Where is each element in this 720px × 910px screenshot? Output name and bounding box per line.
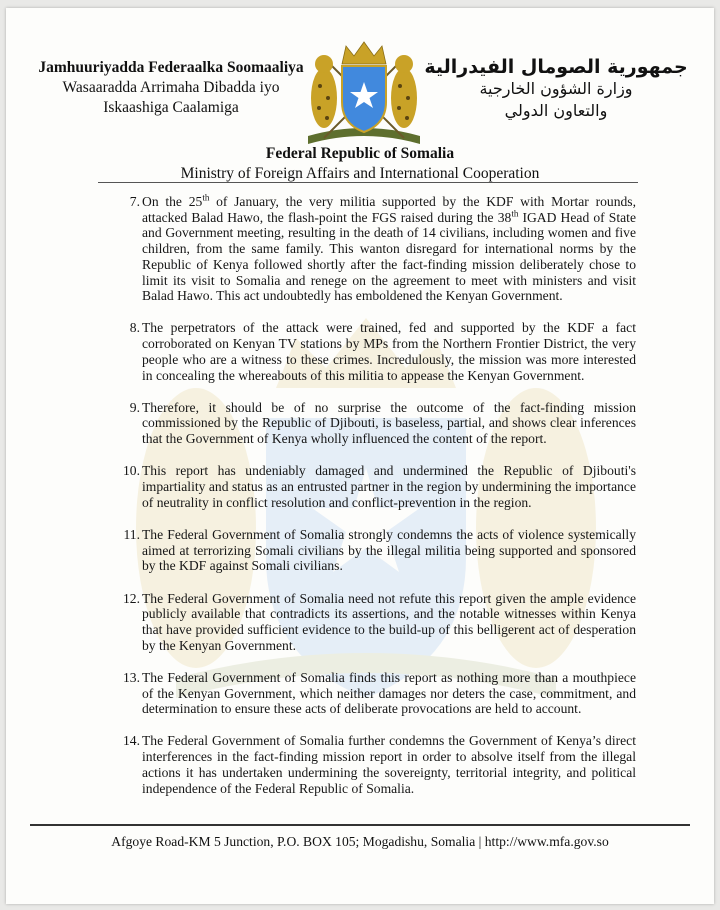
footer-address: Afgoye Road-KM 5 Junction, P.O. BOX 105; Mogadishu, Somalia | http://www.mfa.gov.so bbox=[111, 834, 609, 849]
paragraph-text: On the 25th of January, the very militia supported by the KDF with Mortar rounds, attacked Balad Hawo, the flash-point the FGS raised during the 38th IGAD Head of State and Government meeting, resulting in the death of 14 civilians, including women and five children, from the same family. This wanton disregard for international norms by the Republic of Kenya followed shortly after the fact-finding mission deliberately chose to limit its visit to Somalia and renege on the agreement to meet with ministers and visit Balad Hawo. This act undoubtedly has emboldened the Kenyan Government. bbox=[142, 192, 636, 304]
letterhead-somali-line-2: Wasaaradda Arrimaha Dibadda iyo bbox=[62, 79, 280, 96]
letterhead-somali bbox=[26, 58, 316, 118]
numbered-paragraph bbox=[106, 670, 636, 717]
numbered-paragraph bbox=[106, 591, 636, 654]
paragraph-text: The Federal Government of Somalia need not refute this report given the ample evidence publicly available that contradicts its assertions, and the notable witnesses within Kenya that have provided sufficient evidence to the build-up of this belligerent act of desperation by the Kenyan Government. bbox=[142, 590, 636, 653]
letterhead-somali-line-3: Iskaashiga Caalamiga bbox=[103, 99, 239, 116]
paragraph-number: 13. bbox=[123, 669, 140, 685]
letterhead-arabic-line-2: وزارة الشؤون الخارجية bbox=[479, 79, 633, 98]
letterhead-title: Federal Republic of Somalia bbox=[265, 145, 455, 162]
paragraph-number: 11. bbox=[123, 526, 140, 542]
paragraph-number: 7. bbox=[129, 194, 140, 209]
numbered-paragraph bbox=[106, 733, 636, 796]
numbered-paragraph bbox=[106, 463, 636, 510]
paragraph-number: 12. bbox=[123, 590, 140, 606]
paragraph-number: 9. bbox=[129, 399, 140, 415]
header-divider bbox=[98, 182, 638, 183]
paragraph-number: 8. bbox=[129, 320, 140, 336]
letterhead-arabic-line-1: جمهورية الصومال الفيدرالية bbox=[424, 56, 688, 78]
paragraph-text: The Federal Government of Somalia finds this report as nothing more than a mouthpiece of the Kenyan Government, which neither damages nor deters the case, commitment, and determination to ensure these acts of deliberate provocations are held to account. bbox=[142, 669, 636, 717]
letterhead-arabic bbox=[406, 56, 706, 122]
letterhead-arabic-line-3: والتعاون الدولي bbox=[504, 101, 608, 120]
paragraph-number: 10. bbox=[123, 463, 140, 479]
paragraph-text: This report has undeniably damaged and undermined the Republic of Djibouti's impartiality and status as an entrusted partner in the region by undermining the importance of neutrality in conflict resolution and conflict-prevention in the region. bbox=[142, 463, 636, 510]
paragraph-text: The Federal Government of Somalia further condemns the Government of Kenya’s direct interferences in the fact-finding mission report in order to absolve itself from the illegal actions it has undertaken undermining the sovereignty, territorial integrity, and political independence of the Federal Republic of Somalia. bbox=[142, 733, 636, 796]
paragraph-text: The perpetrators of the attack were trained, fed and supported by the KDF a fact corroborated on Kenyan TV stations by MPs from the Northern Frontier District, the very people who are a witness to these crimes. Incredulously, the mission was more interested in concealing the whereabouts of this militia to appease the Kenyan Government. bbox=[142, 320, 636, 383]
letter-page bbox=[6, 8, 714, 904]
paragraph-number: 14. bbox=[123, 733, 140, 749]
numbered-paragraph bbox=[106, 194, 636, 304]
numbered-paragraph bbox=[106, 527, 636, 574]
paragraph-text: Therefore, it should be of no surprise the outcome of the fact-finding mission commissioned by the Republic of Djibouti, is baseless, partial, and shows clear inferences that the Government of Kenya wholly influenced the content of the report. bbox=[142, 399, 636, 447]
letterhead bbox=[6, 8, 714, 183]
letter-body bbox=[106, 194, 636, 813]
letterhead-english bbox=[6, 144, 714, 184]
letterhead-somali-line-1: Jamhuuriyadda Federaalka Soomaaliya bbox=[38, 59, 304, 76]
paragraph-text: The Federal Government of Somalia strongly condemns the acts of violence systemically aimed at terrorizing Somali civilians by the illegal militia being supported and sponsored by the KDF against Somali civilians. bbox=[142, 526, 636, 574]
footer-divider bbox=[30, 824, 690, 826]
numbered-paragraph bbox=[106, 320, 636, 383]
letterhead-subtitle: Ministry of Foreign Affairs and International Cooperation bbox=[180, 165, 540, 182]
numbered-paragraph bbox=[106, 400, 636, 447]
